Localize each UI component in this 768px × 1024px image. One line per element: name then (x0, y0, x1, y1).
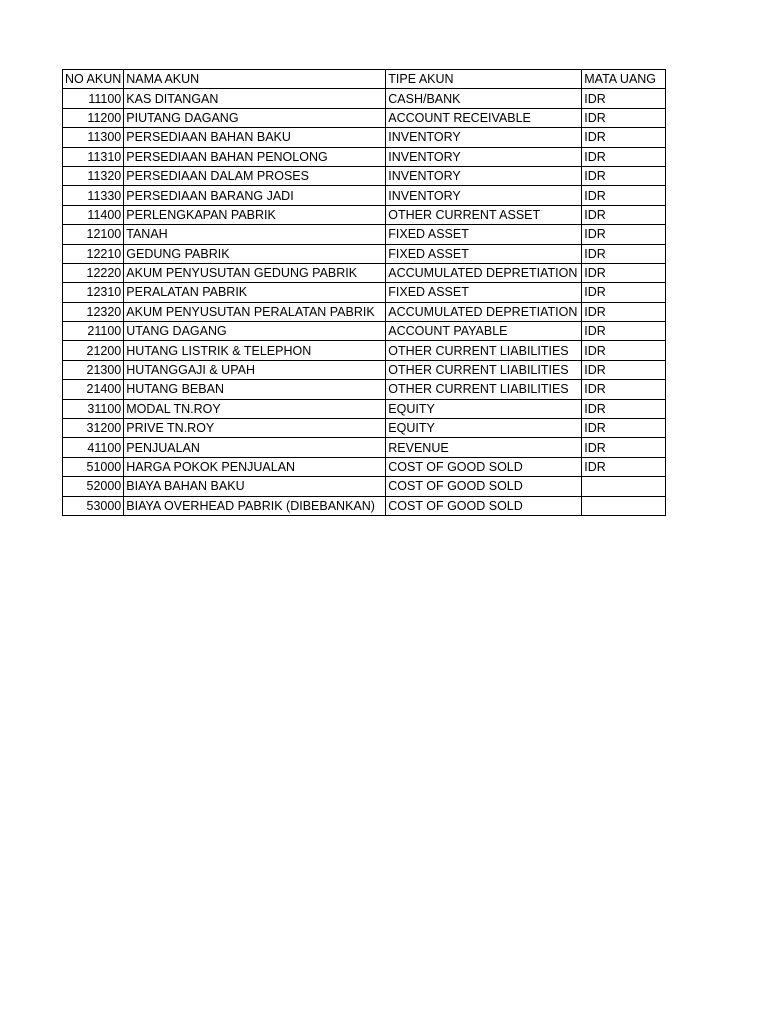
cell-mata-uang: IDR (582, 438, 666, 457)
cell-tipe-akun: REVENUE (386, 438, 582, 457)
table-row (63, 302, 666, 321)
table-row (63, 322, 666, 341)
cell-mata-uang (582, 496, 666, 515)
cell-no-akun: 12310 (63, 283, 124, 302)
cell-nama-akun: HARGA POKOK PENJUALAN (124, 457, 386, 476)
cell-tipe-akun: FIXED ASSET (386, 225, 582, 244)
cell-nama-akun: PERSEDIAAN BARANG JADI (124, 186, 386, 205)
cell-nama-akun: HUTANG LISTRIK & TELEPHON (124, 341, 386, 360)
header-tipe-akun: TIPE AKUN (386, 70, 582, 89)
table-row (63, 166, 666, 185)
header-no-akun: NO AKUN (63, 70, 124, 89)
cell-mata-uang: IDR (582, 263, 666, 282)
cell-tipe-akun: FIXED ASSET (386, 244, 582, 263)
table-row (63, 244, 666, 263)
cell-no-akun: 12210 (63, 244, 124, 263)
cell-nama-akun: PENJUALAN (124, 438, 386, 457)
header-mata-uang: MATA UANG (582, 70, 666, 89)
cell-nama-akun: MODAL TN.ROY (124, 399, 386, 418)
table-row (63, 438, 666, 457)
cell-tipe-akun: EQUITY (386, 419, 582, 438)
cell-nama-akun: HUTANGGAJI & UPAH (124, 360, 386, 379)
cell-tipe-akun: INVENTORY (386, 128, 582, 147)
cell-no-akun: 12100 (63, 225, 124, 244)
table-body (63, 89, 666, 516)
cell-tipe-akun: ACCOUNT PAYABLE (386, 322, 582, 341)
cell-mata-uang: IDR (582, 302, 666, 321)
table-row (63, 496, 666, 515)
table-row (63, 457, 666, 476)
cell-tipe-akun: OTHER CURRENT LIABILITIES (386, 341, 582, 360)
cell-tipe-akun: CASH/BANK (386, 89, 582, 108)
cell-mata-uang: IDR (582, 322, 666, 341)
table-row (63, 477, 666, 496)
table-row (63, 225, 666, 244)
cell-no-akun: 52000 (63, 477, 124, 496)
cell-no-akun: 11310 (63, 147, 124, 166)
cell-nama-akun: BIAYA OVERHEAD PABRIK (DIBEBANKAN) (124, 496, 386, 515)
table-row (63, 89, 666, 108)
cell-mata-uang: IDR (582, 108, 666, 127)
cell-no-akun: 11330 (63, 186, 124, 205)
cell-tipe-akun: OTHER CURRENT LIABILITIES (386, 360, 582, 379)
table-row (63, 263, 666, 282)
cell-mata-uang: IDR (582, 283, 666, 302)
cell-mata-uang: IDR (582, 341, 666, 360)
table-header (63, 70, 666, 89)
cell-nama-akun: KAS DITANGAN (124, 89, 386, 108)
cell-mata-uang: IDR (582, 147, 666, 166)
cell-nama-akun: PERSEDIAAN DALAM PROSES (124, 166, 386, 185)
cell-mata-uang (582, 477, 666, 496)
cell-nama-akun: TANAH (124, 225, 386, 244)
header-nama-akun: NAMA AKUN (124, 70, 386, 89)
cell-no-akun: 21400 (63, 380, 124, 399)
cell-mata-uang: IDR (582, 380, 666, 399)
table-row (63, 186, 666, 205)
cell-mata-uang: IDR (582, 399, 666, 418)
cell-no-akun: 11300 (63, 128, 124, 147)
cell-nama-akun: HUTANG BEBAN (124, 380, 386, 399)
table-row (63, 341, 666, 360)
cell-mata-uang: IDR (582, 205, 666, 224)
cell-tipe-akun: COST OF GOOD SOLD (386, 477, 582, 496)
cell-mata-uang: IDR (582, 128, 666, 147)
cell-nama-akun: AKUM PENYUSUTAN PERALATAN PABRIK (124, 302, 386, 321)
table-row (63, 419, 666, 438)
cell-nama-akun: AKUM PENYUSUTAN GEDUNG PABRIK (124, 263, 386, 282)
table-row (63, 360, 666, 379)
cell-nama-akun: PERSEDIAAN BAHAN BAKU (124, 128, 386, 147)
table-row (63, 147, 666, 166)
cell-tipe-akun: COST OF GOOD SOLD (386, 496, 582, 515)
table-row (63, 380, 666, 399)
cell-tipe-akun: EQUITY (386, 399, 582, 418)
table-row (63, 128, 666, 147)
cell-tipe-akun: COST OF GOOD SOLD (386, 457, 582, 476)
cell-no-akun: 11400 (63, 205, 124, 224)
cell-mata-uang: IDR (582, 89, 666, 108)
table-row (63, 283, 666, 302)
cell-mata-uang: IDR (582, 186, 666, 205)
cell-tipe-akun: INVENTORY (386, 147, 582, 166)
chart-of-accounts-table (62, 69, 666, 516)
cell-mata-uang: IDR (582, 419, 666, 438)
cell-no-akun: 21100 (63, 322, 124, 341)
cell-tipe-akun: OTHER CURRENT ASSET (386, 205, 582, 224)
cell-nama-akun: BIAYA BAHAN BAKU (124, 477, 386, 496)
cell-no-akun: 11200 (63, 108, 124, 127)
cell-nama-akun: GEDUNG PABRIK (124, 244, 386, 263)
cell-nama-akun: PERALATAN PABRIK (124, 283, 386, 302)
cell-mata-uang: IDR (582, 360, 666, 379)
cell-no-akun: 11100 (63, 89, 124, 108)
table-row (63, 205, 666, 224)
cell-mata-uang: IDR (582, 457, 666, 476)
cell-no-akun: 51000 (63, 457, 124, 476)
cell-no-akun: 21300 (63, 360, 124, 379)
cell-tipe-akun: INVENTORY (386, 186, 582, 205)
cell-tipe-akun: ACCOUNT RECEIVABLE (386, 108, 582, 127)
header-row (63, 70, 666, 89)
cell-tipe-akun: INVENTORY (386, 166, 582, 185)
cell-tipe-akun: OTHER CURRENT LIABILITIES (386, 380, 582, 399)
cell-mata-uang: IDR (582, 225, 666, 244)
cell-no-akun: 11320 (63, 166, 124, 185)
cell-no-akun: 21200 (63, 341, 124, 360)
cell-no-akun: 41100 (63, 438, 124, 457)
cell-no-akun: 31200 (63, 419, 124, 438)
cell-tipe-akun: ACCUMULATED DEPRETIATION (386, 263, 582, 282)
cell-no-akun: 12220 (63, 263, 124, 282)
cell-nama-akun: UTANG DAGANG (124, 322, 386, 341)
cell-no-akun: 31100 (63, 399, 124, 418)
cell-nama-akun: PRIVE TN.ROY (124, 419, 386, 438)
cell-nama-akun: PERLENGKAPAN PABRIK (124, 205, 386, 224)
cell-no-akun: 53000 (63, 496, 124, 515)
table-row (63, 399, 666, 418)
cell-mata-uang: IDR (582, 166, 666, 185)
cell-nama-akun: PERSEDIAAN BAHAN PENOLONG (124, 147, 386, 166)
cell-no-akun: 12320 (63, 302, 124, 321)
cell-tipe-akun: FIXED ASSET (386, 283, 582, 302)
cell-tipe-akun: ACCUMULATED DEPRETIATION (386, 302, 582, 321)
cell-mata-uang: IDR (582, 244, 666, 263)
table-row (63, 108, 666, 127)
cell-nama-akun: PIUTANG DAGANG (124, 108, 386, 127)
